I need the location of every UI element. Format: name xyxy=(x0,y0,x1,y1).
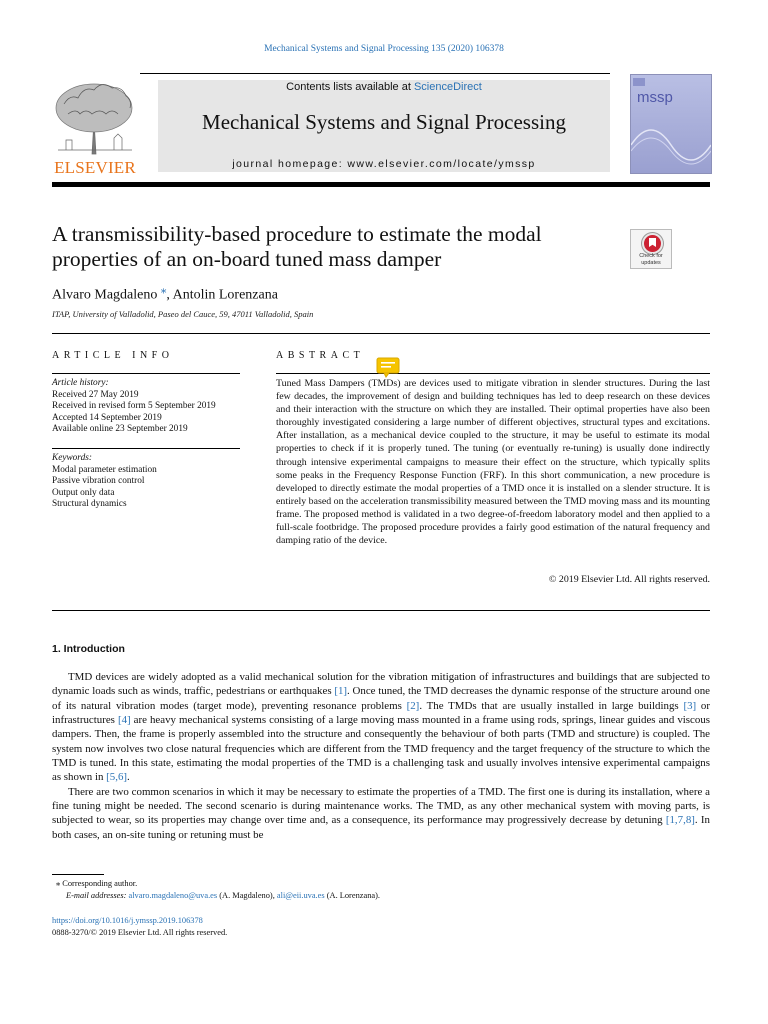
footnote-rule xyxy=(52,874,104,875)
annotation-note-icon[interactable] xyxy=(376,357,400,378)
citation-link[interactable]: [2] xyxy=(406,699,420,712)
corresponding-author-text: Corresponding author. xyxy=(62,879,138,888)
keyword-item: Modal parameter estimation xyxy=(52,464,157,475)
citation-link[interactable]: [1] xyxy=(334,685,348,698)
corresponding-author-mark[interactable]: ⁎ xyxy=(160,284,167,296)
check-for-updates-label: Check for updates xyxy=(639,253,663,266)
text-run: . In both cases, an on-site tuning or retuning must be xyxy=(52,814,710,841)
article-history xyxy=(52,378,240,436)
divider-top xyxy=(52,333,710,334)
journal-masthead xyxy=(158,80,610,172)
citation-link[interactable]: [4] xyxy=(117,714,131,727)
elsevier-logo[interactable] xyxy=(52,80,138,176)
author-lorenzana[interactable]: Antolin Lorenzana xyxy=(172,287,278,303)
history-revised: Received in revised form 5 September 2019 xyxy=(52,401,216,411)
text-run: or infrastructures xyxy=(52,699,710,727)
citation-link[interactable]: [1,7,8] xyxy=(665,814,695,827)
intro-paragraph-2 xyxy=(52,785,710,842)
contents-prefix: Contents lists available at xyxy=(286,81,414,93)
footnotes xyxy=(52,878,710,903)
intro-paragraph-1 xyxy=(52,670,710,785)
sciencedirect-link[interactable]: ScienceDirect xyxy=(413,81,482,93)
text-run: There are two common scenarios in which it may be necessary to estimate the properties of a TMD. The first one is during its installation, where a fine tuning might be needed. The second scenario is during maintenance works. The TMD, as any other mechanical system with moving parts, is subjected to wear, so its properties may change over time and, as a consequence, its performance may progressively decrease by detuning xyxy=(52,785,710,827)
author-magdaleno[interactable]: Alvaro Magdaleno xyxy=(52,287,158,303)
text-run: are heavy mechanical systems consisting of a large moving mass mounted in a frame using rods, springs, linear guides and viscous dampers. Then, the frame is properly assembled into the structure and consequently the behaviour of both parts (TMD and structure) is coupled. The system now involves two close natural frequencies which are different from the TMD frequency and the target frequency of the structure to which the TMD is tuned. In this state, estimating the modal properties of the TMD is a challenging task and usually involves intensive experimental campaigns as shown in xyxy=(52,714,710,784)
article-info-heading: ARTICLE INFO xyxy=(52,350,174,361)
check-for-updates-button[interactable] xyxy=(630,229,672,269)
email-addresses xyxy=(52,890,710,902)
author-list xyxy=(52,283,278,304)
author-separator: , xyxy=(166,287,173,303)
divider-bottom xyxy=(52,610,710,611)
contents-line xyxy=(158,81,610,93)
text-run: TMD devices are widely adopted as a valid mechanical solution for the vibration mitigation of infrastructures and buildings that are subjected to dynamic loads such as winds, traffic, pedestrians or earthquakes xyxy=(52,671,710,698)
history-label: Article history: xyxy=(52,378,109,388)
doi-link[interactable]: https://doi.org/10.1016/j.ymssp.2019.106378 xyxy=(52,916,203,925)
issn-copyright: 0888-3270/© 2019 Elsevier Ltd. All rights reserved. xyxy=(52,928,228,938)
masthead-bottom-rule xyxy=(52,182,710,187)
keyword-item: Structural dynamics xyxy=(52,499,127,509)
bookmark-icon xyxy=(642,233,663,254)
keywords-label: Keywords: xyxy=(52,453,92,463)
journal-homepage[interactable]: journal homepage: www.elsevier.com/locate/ymssp xyxy=(232,158,536,170)
text-run: . The TMDs that are usually installed in large buildings xyxy=(419,699,684,712)
journal-title: Mechanical Systems and Signal Processing xyxy=(202,110,566,134)
citation-link[interactable]: [5,6] xyxy=(106,771,128,784)
section-heading-introduction: 1. Introduction xyxy=(52,643,125,655)
history-accepted: Accepted 14 September 2019 xyxy=(52,412,162,423)
abstract-heading: ABSTRACT xyxy=(276,350,365,361)
abstract-copyright: © 2019 Elsevier Ltd. All rights reserved. xyxy=(548,574,710,585)
masthead-top-rule xyxy=(140,73,610,74)
article-info-rule xyxy=(52,373,240,374)
elsevier-wordmark: ELSEVIER xyxy=(54,158,136,177)
doi-block xyxy=(52,915,227,940)
history-received: Received 27 May 2019 xyxy=(52,389,139,400)
article-title: A transmissibility-based procedure to estimate the modal properties of an on-board tuned mass damper xyxy=(52,222,542,271)
keywords xyxy=(52,453,240,511)
keyword-item: Passive vibration control xyxy=(52,476,145,486)
footnote-mark: ⁎ xyxy=(56,879,61,888)
keywords-rule xyxy=(52,448,240,449)
elsevier-tree-icon xyxy=(52,80,138,156)
journal-cover-thumbnail[interactable] xyxy=(630,74,712,174)
affiliation: ITAP, University of Valladolid, Paseo del Cauce, 59, 47011 Valladolid, Spain xyxy=(52,309,314,319)
cover-title: mssp xyxy=(637,89,673,106)
email-link-lorenzana[interactable]: ali@eii.uva.es xyxy=(276,891,325,901)
keyword-item: Output only data xyxy=(52,487,115,498)
email-label: E-mail addresses: xyxy=(66,891,127,901)
text-run: . Once tuned, the TMD decreases the dynamic response of the structure around one of its natural vibration modes (target mode), preventing resonance problems xyxy=(52,685,710,712)
abstract-text: Tuned Mass Dampers (TMDs) are devices used to mitigate vibration in slender structures. During the last few decades, the improvement of design and building techniques has led to deep research on these devices and their interaction with the structure on which they are installed. Their optimal properties have also been thoroughly investigated considering a large number of different objectives, structural types and excitations. After installation, as a mechanical device coupled to the structure, it may be useful to estimate its modal properties to check if it is properly tuned. The tuning (or eventually re-tuning) is usually done indirectly through intensive experimental campaigns to measure their effect on the structure, which typically splits some peaks in the Frequency Response Function (FRF). In this short communication, a new procedure is developed to directly estimate the modal properties of a TMD once it is installed on a slender structure. It is entirely based on the acceleration transmissibility measured between the TMD moving mass and its mounting frame. The proposed method is validated in a two degree-of-freedom laboratory model and then applied to a full-scale footbridge. The proposed procedure provides a fairly good estimation of the natural frequency and damping ratio of the device. xyxy=(276,378,710,547)
citation-link[interactable]: [3] xyxy=(683,699,697,712)
email-link-magdaleno[interactable]: alvaro.magdaleno@uva.es xyxy=(128,891,218,901)
abstract-rule xyxy=(276,373,710,374)
introduction-body xyxy=(52,670,710,842)
email-name-1: (A. Magdaleno), xyxy=(217,891,277,901)
journal-reference[interactable]: Mechanical Systems and Signal Processing 135 (2020) 106378 xyxy=(264,44,504,54)
history-online: Available online 23 September 2019 xyxy=(52,424,188,434)
corresponding-author-note xyxy=(52,878,710,890)
email-name-2: (A. Lorenzana). xyxy=(324,891,380,901)
text-run: . xyxy=(127,771,130,784)
